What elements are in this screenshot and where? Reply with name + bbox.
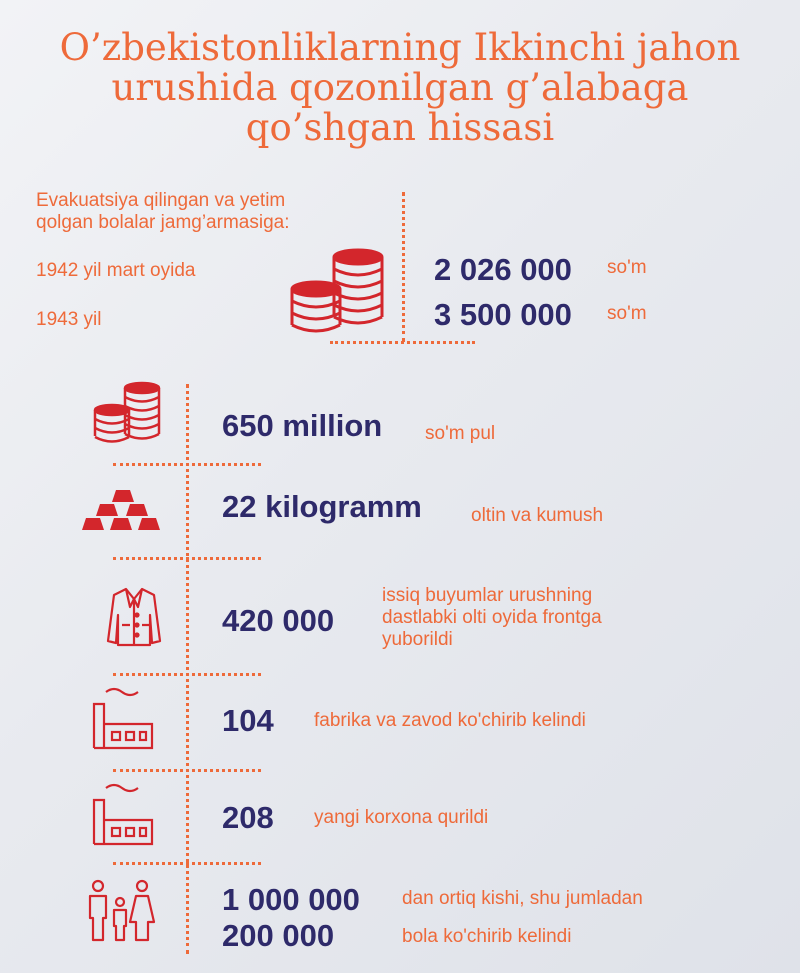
item-gold-value: 22 kilogramm [222,489,422,524]
fund-row-1942-label: 1942 yil mart oyida [36,260,196,281]
title-line-3: qo’shgan hissasi [245,106,555,149]
coins-icon [288,247,388,335]
factory-icon [88,782,156,848]
item-relocated-factories-desc: fabrika va zavod ko'chirib kelindi [314,710,586,731]
item-new-enterprises-value: 208 [222,800,274,835]
fund-divider-horizontal [330,341,475,344]
title-line-1: O’zbekistonliklarning Ikkinchi jahon [59,26,741,69]
item-clothes-desc-line-3: yuborildi [382,629,453,650]
fund-divider-vertical [402,192,405,342]
item-clothes-desc [382,585,602,651]
fund-row-1942-unit: so'm [607,257,647,278]
fund-row-1942-value: 2 026 000 [434,252,572,287]
item-clothes-desc-line-2: dastlabki olti oyida frontga [382,607,602,628]
item-evacuees-children-value: 200 000 [222,918,335,953]
page-title [0,28,800,148]
item-divider [113,862,261,865]
item-clothes-desc-line-1: issiq buyumlar urushning [382,585,593,606]
factory-icon [88,686,156,752]
item-divider [113,673,261,676]
item-gold-desc: oltin va kumush [471,505,604,526]
item-clothes-value: 420 000 [222,603,335,638]
item-divider [113,557,261,560]
fund-row-1943-value: 3 500 000 [434,297,572,332]
coins-icon [90,380,166,444]
fund-heading-line-2: qolgan bolalar jamg’armasiga: [36,212,290,233]
fund-heading [36,190,289,234]
item-money-value: 650 million [222,408,383,443]
fund-heading-line-1: Evakuatsiya qilingan va yetim [36,190,286,211]
item-evacuees-value: 1 000 000 [222,882,360,917]
item-evacuees-desc-line-2: bola ko'chirib kelindi [402,926,572,947]
fund-row-1943-unit: so'm [607,303,647,324]
item-divider [113,769,261,772]
fund-row-1943-label: 1943 yil [36,309,102,330]
family-icon [84,878,156,944]
item-evacuees-desc-line-1: dan ortiq kishi, shu jumladan [402,888,643,909]
gold-bars-icon [82,488,164,530]
title-line-2: urushida qozonilgan g’alabaga [111,66,689,109]
item-new-enterprises-desc: yangi korxona qurildi [314,807,489,828]
item-divider [113,463,261,466]
coat-icon [104,585,164,649]
item-money-desc: so'm pul [425,423,496,444]
items-divider-vertical [186,384,189,954]
item-relocated-factories-value: 104 [222,703,274,738]
